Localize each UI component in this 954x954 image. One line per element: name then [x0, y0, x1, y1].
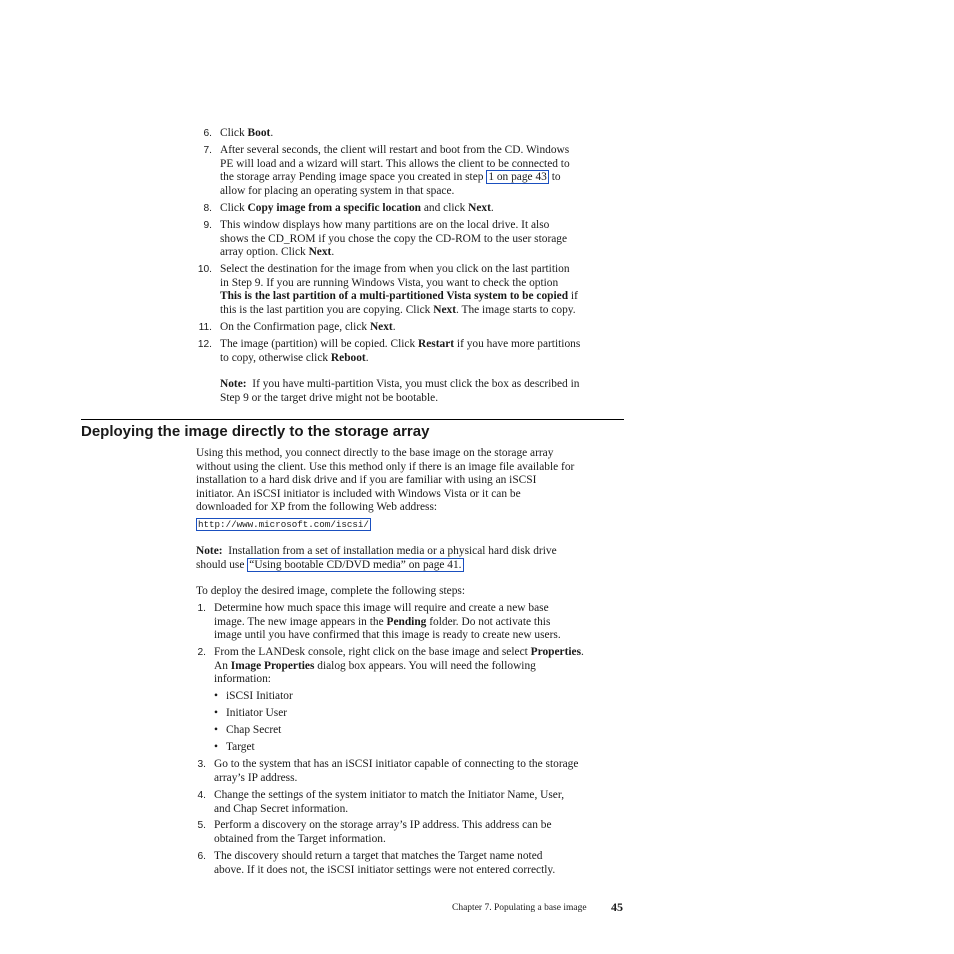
- step-text: Click Boot.: [220, 127, 274, 139]
- deploy-step-text: Determine how much space this image will require and create a new base image. The new image appears in the Pending folder. Do not activate this image until you have confirmed that this image is ready to create new users.: [214, 602, 561, 642]
- footer-chapter: Chapter 7. Populating a base image: [452, 903, 587, 913]
- deploy-step-number: 3.: [197, 759, 206, 770]
- deploy-step-text: From the LANDesk console, right click on the base image and select Properties. An Image Properties dialog box appears. You will need the following information:: [214, 646, 584, 686]
- note-text-line: Installation from a set of installation media or a physical hard disk drive: [228, 545, 557, 557]
- deploy-step-number: 5.: [197, 820, 206, 831]
- step-number: 9.: [203, 220, 212, 231]
- bootable-media-link[interactable]: “Using bootable CD/DVD media” on page 41.: [249, 558, 462, 571]
- url-line: [196, 518, 624, 532]
- step-text: This window displays how many partitions are on the local drive. It also shows the CD_ROM if you chose the copy the CD-ROM to the user storage array option. Click Next.: [220, 219, 568, 259]
- bullet-dot: •: [214, 741, 218, 753]
- deploy-step-text: Go to the system that has an iSCSI initiator capable of connecting to the storage array’s IP address.: [214, 758, 579, 784]
- step-number: 7.: [203, 145, 212, 156]
- bullet-dot: •: [214, 690, 218, 702]
- bullet-dot: •: [214, 707, 218, 719]
- step-text: Select the destination for the image from when you click on the last partition in Step 9. If you are running Windows Vista, you want to check the option This is the last partition of a multi-partitioned Vista system to be copied if this is the last partition you are copying. Click Next. The image starts to copy.: [220, 263, 578, 316]
- step-text: Click Copy image from a specific location and click Next.: [220, 202, 494, 214]
- deploy-step-text: Change the settings of the system initiator to match the Initiator Name, User, and Chap Secret information.: [214, 789, 565, 815]
- note-installation-media: [196, 545, 624, 572]
- note-vista-partition: Note: If you have multi-partition Vista, you must click the box as described in Step 9 or the target drive might not be bootable.: [220, 378, 580, 404]
- note-text-prefix: should use: [196, 558, 248, 571]
- bullet-item: Initiator User: [226, 707, 288, 719]
- step-number: 10.: [197, 264, 212, 275]
- deploy-step-number: 6.: [197, 851, 206, 862]
- deploy-step-number: 2.: [197, 647, 206, 658]
- bullet-item: Target: [226, 741, 255, 753]
- section-divider: [81, 419, 624, 420]
- deploy-step-number: 4.: [197, 790, 206, 801]
- deploy-step-number: 1.: [197, 603, 206, 614]
- step-number: 6.: [203, 128, 212, 139]
- step-text: On the Confirmation page, click Next.: [220, 321, 396, 333]
- bullet-item: iSCSI Initiator: [226, 690, 293, 702]
- intro-paragraph: Using this method, you connect directly to the base image on the storage array without using the client. Use this method only if there is an image file available for installation to a hard disk drive and if you are familiar with using an iSCSI initiator. An iSCSI initiator is included with Windows Vista or it can be downloaded for XP from the following Web address:: [196, 447, 575, 514]
- page-number: 45: [611, 900, 623, 914]
- deploy-step-text: The discovery should return a target that matches the Target name noted above. If it does not, the iSCSI initiator settings were not entered correctly.: [214, 850, 556, 876]
- step-number: 8.: [203, 203, 212, 214]
- deploy-step-text: Perform a discovery on the storage array’s IP address. This address can be obtained from the Target information.: [214, 819, 552, 845]
- step-text: After several seconds, the client will restart and boot from the CD. Windows PE will load and a wizard will start. This allows the client to be connected to the storage array Pending image space you created in step 1 on page 43 to allow for placing an operating system in that space.: [220, 144, 570, 197]
- step-text: The image (partition) will be copied. Click Restart if you have more partitions to copy, otherwise click Reboot.: [220, 338, 581, 364]
- note-label: Note:: [196, 545, 223, 557]
- microsoft-iscsi-link[interactable]: http://www.microsoft.com/iscsi/: [198, 519, 369, 530]
- deploy-intro: To deploy the desired image, complete the following steps:: [196, 585, 466, 597]
- section-heading: Deploying the image directly to the storage array: [81, 423, 430, 440]
- step-number: 11.: [198, 322, 212, 333]
- bullet-item: Chap Secret: [226, 724, 282, 736]
- step-number: 12.: [197, 339, 212, 350]
- bullet-dot: •: [214, 724, 218, 736]
